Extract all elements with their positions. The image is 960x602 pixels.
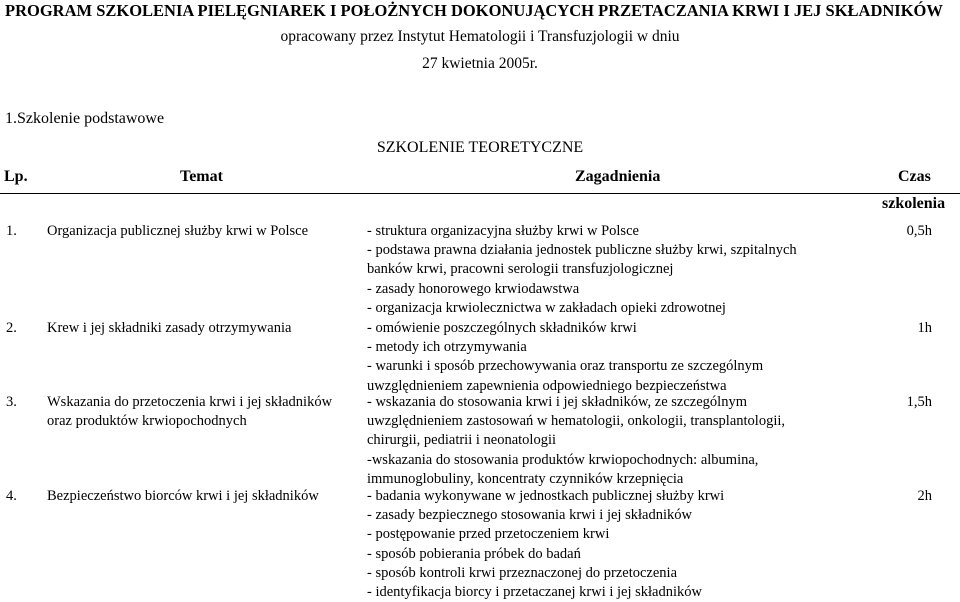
issue-line: -wskazania do stosowania produktów krwiopochodnych: albumina,: [367, 451, 759, 468]
issue-line: chirurgii, pediatrii i neonatologii: [367, 432, 556, 449]
topic-cell: [6, 319, 356, 338]
document-subtitle-line1: opracowany przez Instytut Hematologii i Transfuzjologii w dniu: [280, 28, 680, 45]
topic-cell: [6, 222, 356, 241]
row-number: 3.: [6, 394, 17, 410]
issue-line: - badania wykonywane w jednostkach publicznej służby krwi: [367, 488, 725, 504]
header-rule: [0, 193, 960, 194]
topic-text: Wskazania do przetoczenia krwi i jej składników oraz produktów krwiopochodnych: [47, 394, 333, 429]
issues-cell: [367, 487, 867, 602]
issue-line: - postępowanie przed przetoczeniem krwi: [367, 526, 610, 543]
issue-line: banków krwi, pracowni serologii transfuzjologicznej: [367, 261, 674, 278]
section-label: 1.Szkolenie podstawowe: [5, 110, 165, 127]
issues-cell: [367, 393, 867, 489]
header-issues: Zagadnienia: [575, 168, 661, 185]
header-topic: Temat: [180, 168, 223, 185]
time-cell: 2h: [917, 488, 932, 504]
issue-line: - zasady honorowego krwiodawstwa: [367, 280, 580, 297]
issue-line: uwzględnieniem zastosowań w hematologii, onkologii, transplantologii,: [367, 413, 786, 430]
header-time: Czas: [898, 168, 931, 185]
issue-line: - warunki i sposób przechowywania oraz transportu ze szczególnym: [367, 358, 764, 375]
issue-line: - sposób kontroli krwi przeznaczonej do przetoczenia: [367, 564, 678, 581]
time-cell: 0,5h: [906, 223, 932, 239]
document-title: PROGRAM SZKOLENIA PIELĘGNIAREK I POŁOŻNYCH DOKONUJĄCYCH PRZETACZANIA KRWI I JEJ SKŁADNIKÓW: [5, 1, 943, 20]
issues-cell: [367, 222, 867, 318]
issue-line: - zasady bezpiecznego stosowania krwi i jej składników: [367, 507, 692, 524]
row-number: 1.: [6, 223, 17, 239]
issue-line: - wskazania do stosowania krwi i jej składników, ze szczególnym: [367, 394, 747, 410]
topic-text: Bezpieczeństwo biorców krwi i jej składników: [47, 488, 319, 504]
document-subtitle-line2: 27 kwietnia 2005r.: [422, 55, 538, 72]
issue-line: - struktura organizacyjna służby krwi w Polsce: [367, 223, 639, 239]
topic-cell: [6, 487, 356, 506]
issue-line: immunoglobuliny, koncentraty czynników krzepnięcia: [367, 470, 684, 487]
section-heading: SZKOLENIE TEORETYCZNE: [376, 139, 584, 156]
row-number: 2.: [6, 320, 17, 336]
issues-cell: [367, 319, 867, 396]
header-lp: Lp.: [4, 168, 28, 185]
time-cell: 1,5h: [906, 394, 932, 410]
topic-cell: [6, 393, 356, 431]
time-cell: 1h: [917, 320, 932, 336]
issue-line: - organizacja krwiolecznictwa w zakładach opieki zdrowotnej: [367, 299, 726, 316]
topic-text: Krew i jej składniki zasady otrzymywania: [47, 320, 292, 336]
header-time-line2: szkolenia: [882, 195, 946, 212]
issue-line: - metody ich otrzymywania: [367, 339, 527, 356]
issue-line: uwzględnieniem zapewnienia odpowiedniego bezpieczeństwa: [367, 377, 727, 394]
topic-text: Organizacja publicznej służby krwi w Polsce: [47, 223, 309, 239]
issue-line: - podstawa prawna działania jednostek publiczne służby krwi, szpitalnych: [367, 242, 797, 259]
row-number: 4.: [6, 488, 17, 504]
issue-line: - omówienie poszczególnych składników krwi: [367, 320, 637, 336]
issue-line: - sposób pobierania próbek do badań: [367, 545, 581, 562]
issue-line: - identyfikacja biorcy i przetaczanej krwi i jej składników: [367, 584, 702, 601]
